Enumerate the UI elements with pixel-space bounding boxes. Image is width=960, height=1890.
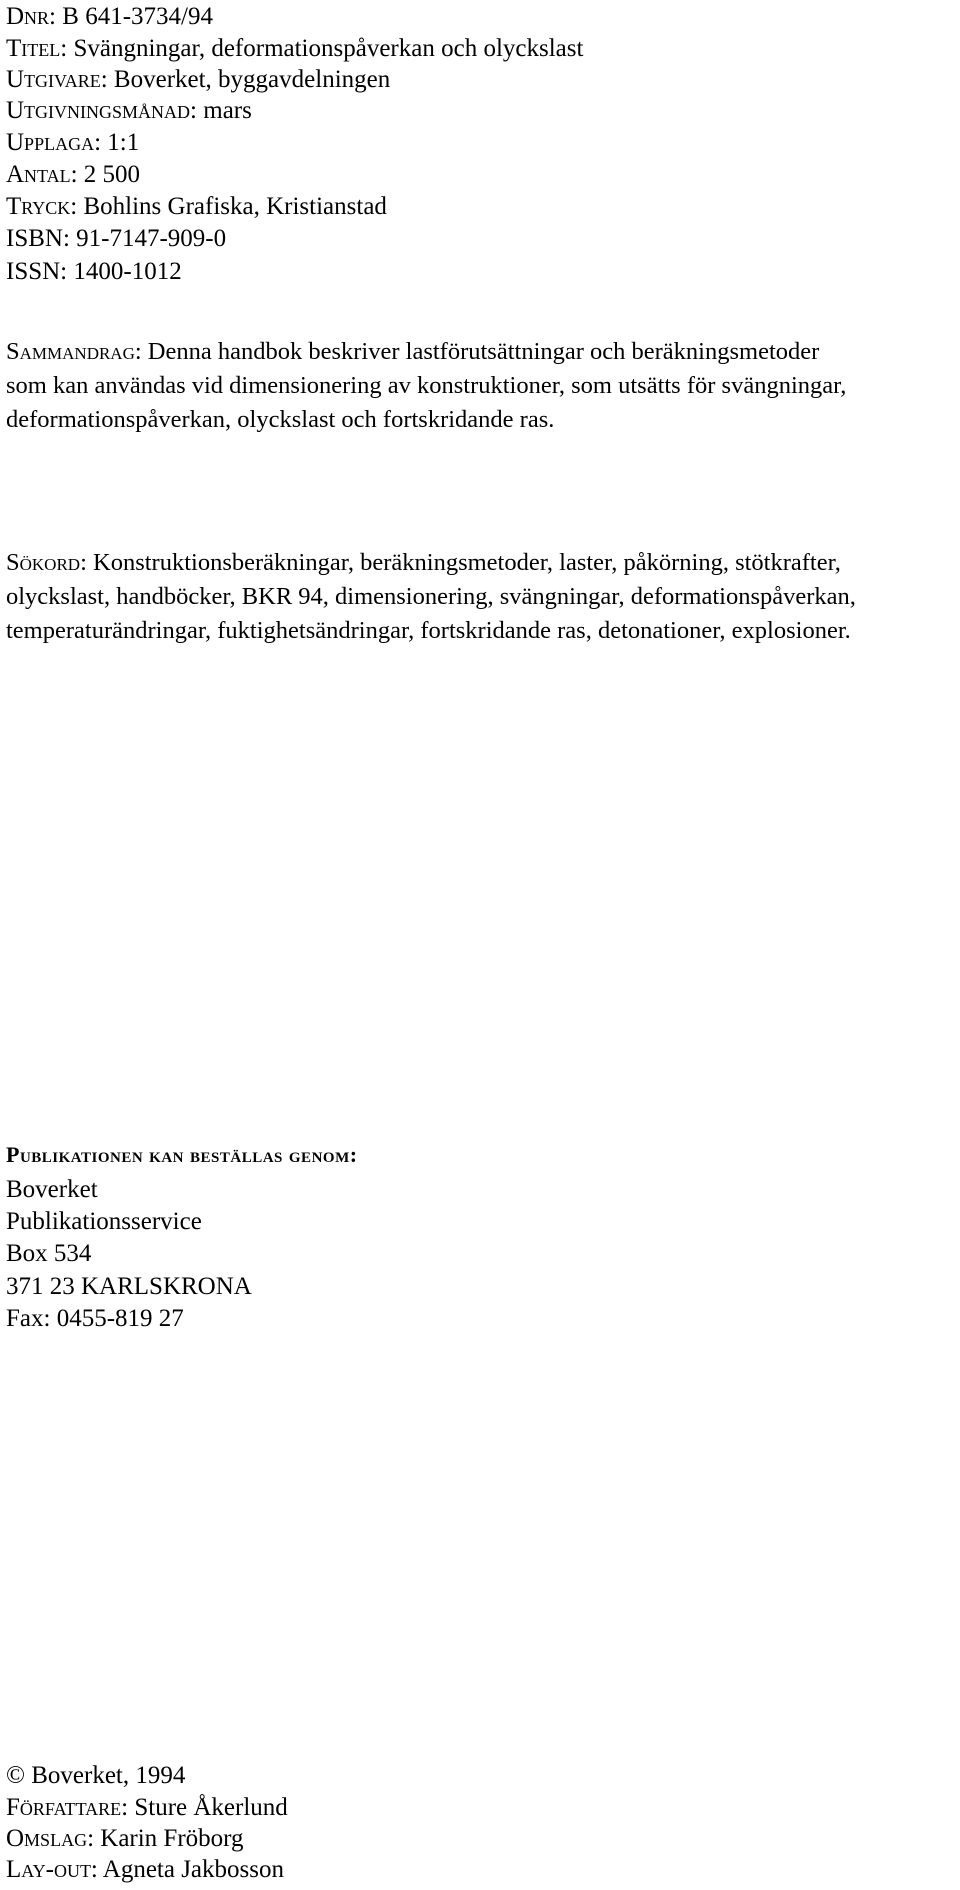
meta-tryck — [6, 194, 387, 219]
meta-issn — [6, 259, 182, 284]
keywords-section — [6, 546, 956, 648]
summary-text-1: Denna handbok beskriver lastförutsättningar och beräkningsmetoder — [147, 338, 820, 365]
keywords-text-2: olyckslast, handböcker, BKR 94, dimensionering, svängningar, deformationspåverkan, — [6, 583, 856, 610]
credit-forfattare — [6, 1795, 288, 1820]
meta-dnr-label: Dnr: — [6, 3, 57, 30]
keywords-text-3: temperaturändringar, fuktighetsändringar, fortskridande ras, detonationer, explosioner. — [6, 617, 851, 644]
meta-isbn-value: 91-7147-909-0 — [76, 225, 227, 252]
meta-utgivningsmanad-label: Utgivningsmånad: — [6, 97, 197, 124]
meta-utgivare-label: Utgivare: — [6, 66, 108, 93]
meta-upplaga-label: Upplaga: — [6, 129, 102, 156]
copyright: © Boverket, 1994 — [6, 1762, 186, 1789]
meta-utgivare — [6, 67, 390, 92]
credit-omslag — [6, 1826, 244, 1851]
credit-layout-label: Lay-out: — [6, 1856, 98, 1883]
summary-line-1 — [6, 335, 956, 369]
summary-section — [6, 335, 956, 437]
order-line-5: Fax: 0455-819 27 — [6, 1305, 184, 1332]
meta-utgivningsmanad-value: mars — [203, 97, 252, 124]
credit-forfattare-value: Sture Åkerlund — [134, 1794, 288, 1821]
meta-dnr — [6, 4, 213, 29]
meta-titel-label: Titel: — [6, 35, 68, 62]
summary-text-3: deformationspåverkan, olyckslast och fortskridande ras. — [6, 406, 555, 433]
meta-titel — [6, 36, 583, 61]
meta-isbn-label: ISBN: — [6, 225, 70, 252]
meta-antal-value: 2 500 — [83, 161, 141, 188]
order-heading: Publikationen kan beställas genom: — [6, 1142, 358, 1167]
meta-upplaga — [6, 130, 139, 155]
order-line-2: Publikationsservice — [6, 1208, 202, 1235]
credit-omslag-label: Omslag: — [6, 1825, 95, 1852]
meta-utgivningsmanad — [6, 98, 252, 123]
meta-tryck-label: Tryck: — [6, 193, 78, 220]
order-line-1: Boverket — [6, 1176, 98, 1203]
credit-forfattare-label: Författare: — [6, 1794, 129, 1821]
credit-layout-value: Agneta Jakbosson — [102, 1856, 284, 1883]
meta-dnr-value: B 641-3734/94 — [62, 3, 213, 30]
meta-isbn — [6, 226, 226, 251]
meta-utgivare-value: Boverket, byggavdelningen — [113, 66, 391, 93]
order-line-3: Box 534 — [6, 1240, 92, 1267]
meta-issn-label: ISSN: — [6, 258, 68, 285]
credit-layout — [6, 1857, 284, 1882]
meta-antal-label: Antal: — [6, 161, 78, 188]
meta-antal — [6, 162, 140, 187]
credit-omslag-value: Karin Fröborg — [100, 1825, 244, 1852]
meta-tryck-value: Bohlins Grafiska, Kristianstad — [83, 193, 387, 220]
keywords-text-1: Konstruktionsberäkningar, beräkningsmetoder, laster, påkörning, stötkrafter, — [93, 549, 841, 576]
keywords-label: Sökord: — [6, 549, 87, 576]
meta-titel-value: Svängningar, deformationspåverkan och olyckslast — [73, 35, 584, 62]
keywords-line-1 — [6, 546, 956, 580]
summary-label: Sammandrag: — [6, 338, 142, 365]
meta-issn-value: 1400-1012 — [73, 258, 182, 285]
meta-upplaga-value: 1:1 — [107, 129, 140, 156]
order-line-4: 371 23 KARLSKRONA — [6, 1273, 252, 1300]
summary-text-2: som kan användas vid dimensionering av konstruktioner, som utsätts för svängningar, — [6, 372, 847, 399]
